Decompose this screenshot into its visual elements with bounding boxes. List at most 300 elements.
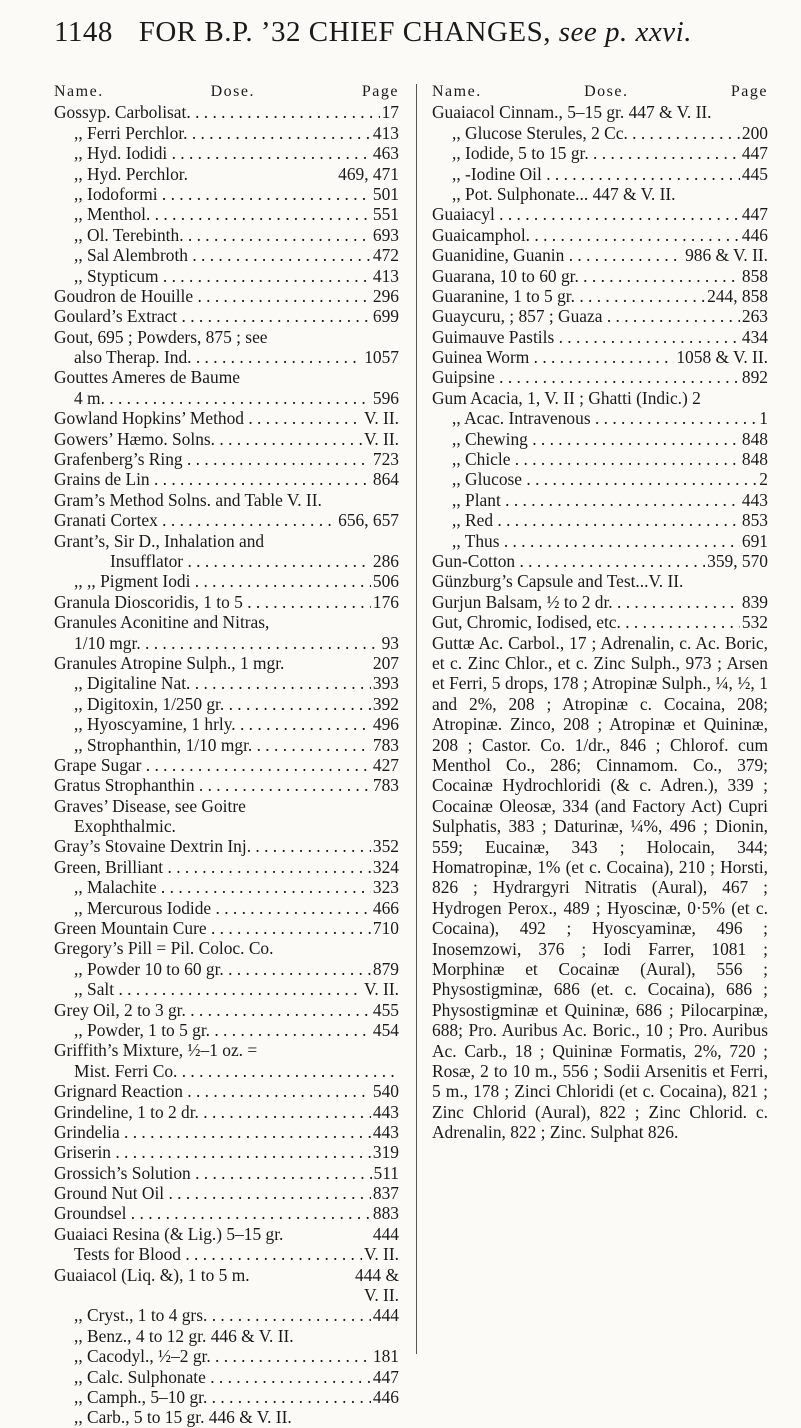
entry-name: Guanidine, Guanin: [432, 245, 565, 266]
index-entry: [432, 123, 768, 143]
index-line: Grant’s, Sir D., Inhalation and: [54, 530, 265, 551]
index-entry: [54, 918, 399, 938]
dose-heading: Dose.: [210, 83, 255, 100]
left-column-header: [54, 82, 399, 102]
index-entry: [54, 347, 399, 367]
entry-page: 472: [372, 245, 399, 266]
index-line: Gout, 695 ; Powders, 875 ; see: [54, 326, 268, 347]
entry-name: ,, Thus: [452, 530, 500, 551]
entry-name: ,, Benz., 4 to 12 gr. 446 & V. II.: [74, 1325, 294, 1346]
index-entry: [54, 633, 399, 653]
entry-page: V. II.: [364, 408, 399, 429]
index-entry: [54, 429, 399, 449]
entry-name: ,, Powder 10 to 60 gr.: [74, 958, 224, 979]
entry-page: 359, 570: [707, 550, 768, 571]
index-entry: [432, 184, 768, 204]
index-entry: [54, 1061, 399, 1081]
entry-name: Ground Nut Oil: [54, 1183, 165, 1204]
leader-dots: [192, 347, 363, 367]
index-entry: [54, 1163, 399, 1183]
entry-name: ,, Chewing: [452, 428, 528, 449]
index-entry: [432, 306, 768, 326]
leader-dots: [158, 184, 371, 204]
index-entry: [432, 102, 768, 122]
index-entry: [54, 979, 399, 999]
entry-page: 2: [759, 469, 768, 490]
index-line: Günzburg’s Capsule and Test...V. II.: [432, 571, 684, 592]
entry-page: 296: [372, 285, 399, 306]
index-entry: [54, 1305, 399, 1325]
entry-page: 1058 & V. II.: [676, 347, 768, 368]
index-entry: [54, 551, 399, 571]
page-heading: Page: [730, 83, 768, 100]
entry-name: ,, Cryst., 1 to 4 grs.: [74, 1305, 208, 1326]
entry-name: ,, Powder, 1 to 5 gr.: [74, 1019, 211, 1040]
entry-name: ,, Plant: [452, 489, 501, 510]
leader-dots: [191, 1163, 372, 1183]
index-entry: [54, 755, 399, 775]
leader-dots: [207, 1305, 371, 1325]
index-entry: [54, 102, 399, 122]
index-entry: [432, 225, 768, 245]
entry-page: 444 &: [355, 1264, 399, 1285]
index-entry: [54, 1020, 399, 1040]
guttae-paragraph: Guttæ Ac. Carbol., 17 ; Adrenalin, c. Ac. Boric, et c. Zinc Chlor., et c. Zinc Sulph., 973 ; Arsen et Ferri, 5 drops, 178 ; Atropinæ Sulph., ¼, ½, 1 and 2%, 208 ; Atropinæ c. Cocaina, 208; Atropinæ. Zinco, 208 ; Atropinæ et Quininæ, 208 ; Castor. Co. 1/dr., 846 ; Chlorof. cum Menthol Co., 286; Cinnamom. Co., 379; Cocainæ Hydrochloridi (& c. Adren.), 339 ; Cocainæ Oleosæ, 334 (and Factory Act) Cupri Sulphatis, 383 ; Daturinæ, ¼%, 496 ; Dionin, 559; Eucainæ, 343 ; Holocain, 344; Homatropinæ, 1% (et c. Cocaina), 210 ; Horsti, 826 ; Hydrargyri Nitratis (Aural), 467 ; Hydrogen Perox., 489 ; Hyoscinæ, 0·5% (et c. Cocaina), 492 ; Hyoscyaminæ, 496 ; Inosemzowi, 376 ; Iodi Farrer, 1081 ; Morphinæ et Cocainæ (Aural), 556 ; Physostigminæ, 686 (et. c. Cocaina), 686 ; Physostigminæ et Quininæ, 686 ; Pilocarpinæ, 688; Pro. Auribus Ac. Boric., 10 ; Pro. Auribus Ac. Carb., 18 ; Quininæ Formatis, 2%, 720 ; Rosæ, 2 to 10 m., 556 ; Sodii Arsenitis et Ferri, 5 m., 178 ; Zinci Chloridi (et c. Cocaina), 821 ; Zinc Chlorid (Aural), 822 ; Zinc Chlorid. c. Adrenalin, 822 ; Zinc. Sulphat 826.: [432, 632, 768, 1143]
entry-page: V. II.: [364, 1244, 399, 1265]
entry-name: Gurjun Balsam, ½ to 2 dr.: [432, 591, 613, 612]
leader-dots: [493, 510, 740, 530]
leader-dots: [501, 490, 740, 510]
index-entry: [54, 1000, 399, 1020]
entry-name: Insufflator: [110, 550, 184, 571]
leader-dots: [215, 429, 362, 449]
index-entry: [432, 592, 768, 612]
entry-page: 1: [759, 408, 768, 429]
leader-dots: [183, 449, 371, 469]
index-entry: [432, 531, 768, 551]
entry-page: 447: [741, 204, 768, 225]
entry-page: 837: [372, 1183, 399, 1204]
entry-page: 511: [373, 1162, 399, 1183]
index-entry: [54, 714, 399, 734]
index-entry: [54, 225, 399, 245]
leader-dots: [159, 266, 371, 286]
entry-name: ,, -Iodine Oil: [452, 163, 542, 184]
entry-name: Granula Dioscoridis, 1 to 5: [54, 591, 243, 612]
leader-dots: [495, 204, 740, 224]
entry-page: 447: [741, 143, 768, 164]
index-line: Graves’ Disease, see Goitre: [54, 795, 246, 816]
entry-page: 443: [372, 1101, 399, 1122]
entry-page: 858: [741, 265, 768, 286]
index-entry: [432, 245, 768, 265]
entry-page: 839: [741, 591, 768, 612]
entry-name: Gossyp. Carbolisat.: [54, 102, 191, 123]
leader-dots: [191, 102, 380, 122]
entry-name: 4 m.: [74, 387, 105, 408]
leader-dots: [150, 469, 371, 489]
index-entry: [432, 469, 768, 489]
entry-page: 466: [372, 897, 399, 918]
entry-name: ,, Iodoformi: [74, 183, 158, 204]
index-entry: [54, 571, 399, 591]
leader-dots: [184, 225, 371, 245]
entry-name: Guaiacol (Liq. &), 1 to 5 m.: [54, 1264, 250, 1285]
index-entry: [54, 857, 399, 877]
entry-page: 864: [372, 469, 399, 490]
leader-dots: [522, 469, 757, 489]
leader-dots: [243, 592, 371, 612]
entry-name: Grains de Lin: [54, 469, 150, 490]
entry-name: Granules Atropine Sulph., 1 mgr.: [54, 652, 285, 673]
entry-name: ,, Camph., 5–10 gr.: [74, 1387, 208, 1407]
index-entry: [54, 836, 399, 856]
entry-page: 286: [372, 550, 399, 571]
index-entry: [54, 1203, 399, 1223]
entry-page: 445: [741, 163, 768, 184]
leader-dots: [207, 1387, 371, 1407]
entry-name: Gratus Strophanthin: [54, 775, 195, 796]
entry-name: ,, Hyd. Perchlor.: [74, 163, 188, 184]
leader-dots: [510, 449, 739, 469]
leader-dots: [157, 877, 371, 897]
index-line: V. II.: [364, 1285, 399, 1306]
leader-dots: [621, 612, 740, 632]
index-line: Granules Aconitine and Nitras,: [54, 612, 270, 633]
index-entry: [54, 1183, 399, 1203]
leader-dots: [177, 306, 371, 326]
entry-name: Guaicamphol.: [432, 224, 531, 245]
entry-page: 434: [741, 326, 768, 347]
leader-dots: [252, 735, 371, 755]
entry-page: 427: [372, 754, 399, 775]
leader-dots: [190, 571, 370, 591]
entry-name: ,, Glucose: [452, 469, 523, 490]
index-entry: [54, 877, 399, 897]
leader-dots: [177, 1061, 397, 1081]
leader-dots: [114, 979, 362, 999]
leader-dots: [244, 408, 362, 428]
index-entry: [54, 306, 399, 326]
index-entry: [54, 388, 399, 408]
leader-dots: [167, 143, 371, 163]
entry-name: Green, Brilliant: [54, 856, 164, 877]
entry-page: 848: [741, 428, 768, 449]
index-entry: [54, 408, 399, 428]
index-entry: [54, 1244, 399, 1264]
leader-dots: [628, 123, 740, 143]
entry-page: 413: [372, 122, 399, 143]
entry-page: 244, 858: [707, 285, 768, 306]
dose-heading: Dose.: [584, 83, 629, 100]
leader-dots: [206, 1367, 371, 1387]
leader-dots: [554, 327, 740, 347]
entry-name: ,, Pot. Sulphonate... 447 & V. II.: [452, 183, 676, 204]
leader-dots: [126, 1203, 370, 1223]
index-entry: [54, 1407, 399, 1427]
index-entry: [54, 469, 399, 489]
entry-name: ,, Sal Alembroth: [74, 245, 188, 266]
entry-page: 848: [741, 449, 768, 470]
leader-dots: [542, 164, 740, 184]
leader-dots: [495, 367, 740, 387]
entry-name: ,, Carb., 5 to 15 gr. 446 & V. II.: [74, 1407, 292, 1428]
entry-name: ,, Malachite: [74, 877, 157, 898]
entry-page: 323: [372, 877, 399, 898]
entry-page: 319: [372, 1142, 399, 1163]
leader-dots: [163, 857, 371, 877]
entry-page: 883: [372, 1203, 399, 1224]
entry-name: ,, Stypticum: [74, 265, 159, 286]
entry-name: Grape Sugar: [54, 754, 142, 775]
leader-dots: [224, 694, 371, 714]
entry-page: 413: [372, 265, 399, 286]
index-entry: [432, 551, 768, 571]
entry-page: 176: [372, 591, 399, 612]
index-entry: [432, 286, 768, 306]
index-line: Gouttes Ameres de Baume: [54, 367, 240, 388]
name-heading: Name.: [54, 83, 104, 100]
entry-name: ,, Menthol.: [74, 204, 151, 225]
leader-dots: [500, 531, 740, 551]
leader-dots: [183, 1081, 371, 1101]
entry-name: Tests for Blood: [74, 1244, 181, 1265]
index-line: Gum Acacia, 1, V. II ; Ghatti (Indic.) 2: [432, 387, 701, 408]
entry-page: 892: [741, 367, 768, 388]
leader-dots: [528, 429, 740, 449]
entry-name: Guaiaci Resina (& Lig.) 5–15 gr.: [54, 1223, 284, 1244]
index-entry: [432, 449, 768, 469]
entry-page: 200: [741, 122, 768, 143]
index-entry: [54, 959, 399, 979]
index-entry: [54, 1081, 399, 1101]
entry-page: 444: [372, 1305, 399, 1326]
entry-page: 443: [741, 489, 768, 510]
entry-name: Gowland Hopkins’ Method: [54, 408, 244, 429]
index-entry: [54, 653, 399, 673]
entry-name: Grignard Reaction: [54, 1081, 183, 1102]
index-line: Gram’s Method Solns. and Table V. II.: [54, 489, 322, 510]
leader-dots: [158, 510, 336, 530]
entry-page: V. II.: [364, 979, 399, 1000]
entry-name: Guipsine: [432, 367, 495, 388]
entry-page: 324: [372, 856, 399, 877]
entry-page: 853: [741, 510, 768, 531]
entry-page: 352: [372, 836, 399, 857]
index-entry: [54, 1122, 399, 1142]
leader-dots: [207, 918, 371, 938]
leader-dots: [181, 1244, 362, 1264]
index-entry: [432, 367, 768, 387]
column-divider: [416, 84, 417, 1354]
entry-page: 392: [372, 693, 399, 714]
entry-page: 446: [372, 1387, 399, 1407]
index-entry: [54, 694, 399, 714]
entry-name: Guaranine, 1 to 5 gr.: [432, 285, 575, 306]
entry-page: 443: [372, 1121, 399, 1142]
leader-dots: [224, 959, 371, 979]
entry-name: Gowers’ Hæmo. Solns.: [54, 428, 216, 449]
leader-dots: [211, 1346, 371, 1366]
index-entry: [432, 327, 768, 347]
entry-page: 207: [372, 652, 399, 673]
entry-name: Griserin: [54, 1142, 111, 1163]
index-entry: [54, 1142, 399, 1162]
leader-dots: [613, 592, 740, 612]
entry-name: ,, Cacodyl., ½–2 gr.: [74, 1346, 211, 1367]
index-entry: [432, 266, 768, 286]
entry-page: 17: [381, 102, 399, 123]
leader-dots: [589, 143, 740, 163]
index-entry: [54, 1326, 399, 1346]
index-entry: [54, 184, 399, 204]
entry-name: Gut, Chromic, Iodised, etc.: [432, 612, 621, 633]
leader-dots: [575, 286, 705, 306]
leader-dots: [120, 1122, 371, 1142]
index-entry: [54, 143, 399, 163]
leader-dots: [105, 388, 371, 408]
index-entry: [54, 673, 399, 693]
index-entry: [54, 204, 399, 224]
entry-name: ,, Hyoscyamine, 1 hrly.: [74, 714, 236, 735]
page-heading: Page: [361, 83, 399, 100]
leader-dots: [579, 266, 740, 286]
page-number: 1148: [54, 16, 113, 48]
index-entry: [54, 592, 399, 612]
entry-page: 693: [372, 224, 399, 245]
entry-page: 181: [372, 1346, 399, 1367]
entry-page: 393: [372, 673, 399, 694]
name-heading: Name.: [432, 83, 482, 100]
entry-name: Guarana, 10 to 60 gr.: [432, 265, 579, 286]
entry-page: 551: [372, 204, 399, 225]
entry-page: 447: [372, 1366, 399, 1387]
index-line: Gregory’s Pill = Pil. Coloc. Co.: [54, 938, 274, 959]
entry-name: also Therap. Ind.: [74, 347, 192, 368]
entry-name: ,, ,, Pigment Iodi: [74, 571, 191, 592]
running-title: FOR B.P. ’32 CHIEF CHANGES,: [138, 16, 552, 48]
entry-name: Granati Cortex: [54, 510, 158, 531]
entry-name: Groundsel: [54, 1203, 127, 1224]
entry-name: Guinea Worm: [432, 347, 530, 368]
entry-page: 691: [741, 530, 768, 551]
leader-dots: [199, 1102, 371, 1122]
entry-name: ,, Iodide, 5 to 15 gr.: [452, 143, 589, 164]
entry-name: 1/10 mgr.: [74, 632, 141, 653]
index-line: Exophthalmic.: [74, 816, 176, 837]
leader-dots: [251, 836, 371, 856]
leader-dots: [529, 347, 674, 367]
leader-dots: [515, 551, 705, 571]
index-entry: [432, 510, 768, 530]
entry-page: 879: [372, 958, 399, 979]
index-entry: [432, 408, 768, 428]
leader-dots: [141, 755, 371, 775]
right-entries: [432, 102, 768, 632]
index-entry: [54, 775, 399, 795]
entry-name: Mist. Ferri Co.: [74, 1060, 178, 1081]
right-column-header: [432, 82, 768, 102]
left-entries: [54, 102, 399, 1427]
running-title-see: see p. xxvi.: [558, 16, 692, 48]
entry-page: 783: [372, 734, 399, 755]
entry-name: Guaycuru, ; 857 ; Guaza: [432, 306, 603, 327]
index-entry: [54, 510, 399, 530]
leader-dots: [236, 714, 371, 734]
entry-name: Guimauve Pastils: [432, 326, 555, 347]
entry-page: 454: [372, 1019, 399, 1040]
entry-name: ,, Digitoxin, 1/250 gr.: [74, 693, 225, 714]
index-entry: [432, 347, 768, 367]
index-line: Griffith’s Mixture, ½–1 oz. =: [54, 1040, 258, 1061]
entry-page: 463: [372, 143, 399, 164]
index-entry: [54, 123, 399, 143]
index-entry: [432, 204, 768, 224]
leader-dots: [591, 408, 758, 428]
index-entry: [432, 143, 768, 163]
entry-page: 656, 657: [338, 510, 399, 531]
entry-name: ,, Strophanthin, 1/10 mgr.: [74, 734, 253, 755]
entry-page: 710: [372, 918, 399, 939]
entry-name: ,, Hyd. Iodidi: [74, 143, 168, 164]
entry-name: Goudron de Houille: [54, 285, 194, 306]
index-entry: [432, 612, 768, 632]
entry-name: ,, Glucose Sterules, 2 Cc.: [452, 122, 628, 143]
entry-name: Grossich’s Solution: [54, 1162, 191, 1183]
index-entry: [54, 266, 399, 286]
entry-page: 986 & V. II.: [685, 245, 768, 266]
entry-page: 1057: [364, 347, 399, 368]
entry-name: Goulard’s Extract: [54, 306, 178, 327]
entry-page: 532: [741, 612, 768, 633]
leader-dots: [150, 204, 371, 224]
entry-page: 263: [741, 306, 768, 327]
leader-dots: [164, 1183, 371, 1203]
entry-name: Guaiacol Cinnam., 5–15 gr. 447 & V. II.: [432, 102, 712, 123]
entry-name: Guaiacyl: [432, 204, 495, 225]
index-entry: [54, 898, 399, 918]
index-entry: [54, 245, 399, 265]
entry-page: 596: [372, 387, 399, 408]
index-entry: [54, 286, 399, 306]
entry-name: ,, Red: [452, 510, 494, 531]
leader-dots: [564, 245, 683, 265]
entry-name: Green Mountain Cure: [54, 918, 207, 939]
entry-name: ,, Calc. Sulphonate: [74, 1366, 206, 1387]
leader-dots: [190, 673, 371, 693]
index-entry: [432, 164, 768, 184]
entry-page: 469, 471: [338, 163, 399, 184]
entry-page: 446: [741, 224, 768, 245]
leader-dots: [188, 123, 371, 143]
right-column: [432, 82, 768, 1143]
leader-dots: [530, 225, 740, 245]
entry-name: Grindeline, 1 to 2 dr.: [54, 1101, 199, 1122]
entry-page: 506: [372, 571, 399, 592]
entry-page: 501: [372, 183, 399, 204]
entry-page: 540: [372, 1081, 399, 1102]
entry-name: ,, Acac. Intravenous: [452, 408, 591, 429]
index-entry: [54, 1346, 399, 1366]
entry-name: ,, Salt: [74, 979, 115, 1000]
entry-page: 455: [372, 999, 399, 1020]
entry-name: ,, Ol. Terebinth.: [74, 224, 184, 245]
leader-dots: [210, 1020, 371, 1040]
leader-dots: [183, 551, 371, 571]
index-entry: [54, 164, 399, 184]
entry-page: 783: [372, 775, 399, 796]
index-entry: [54, 1367, 399, 1387]
